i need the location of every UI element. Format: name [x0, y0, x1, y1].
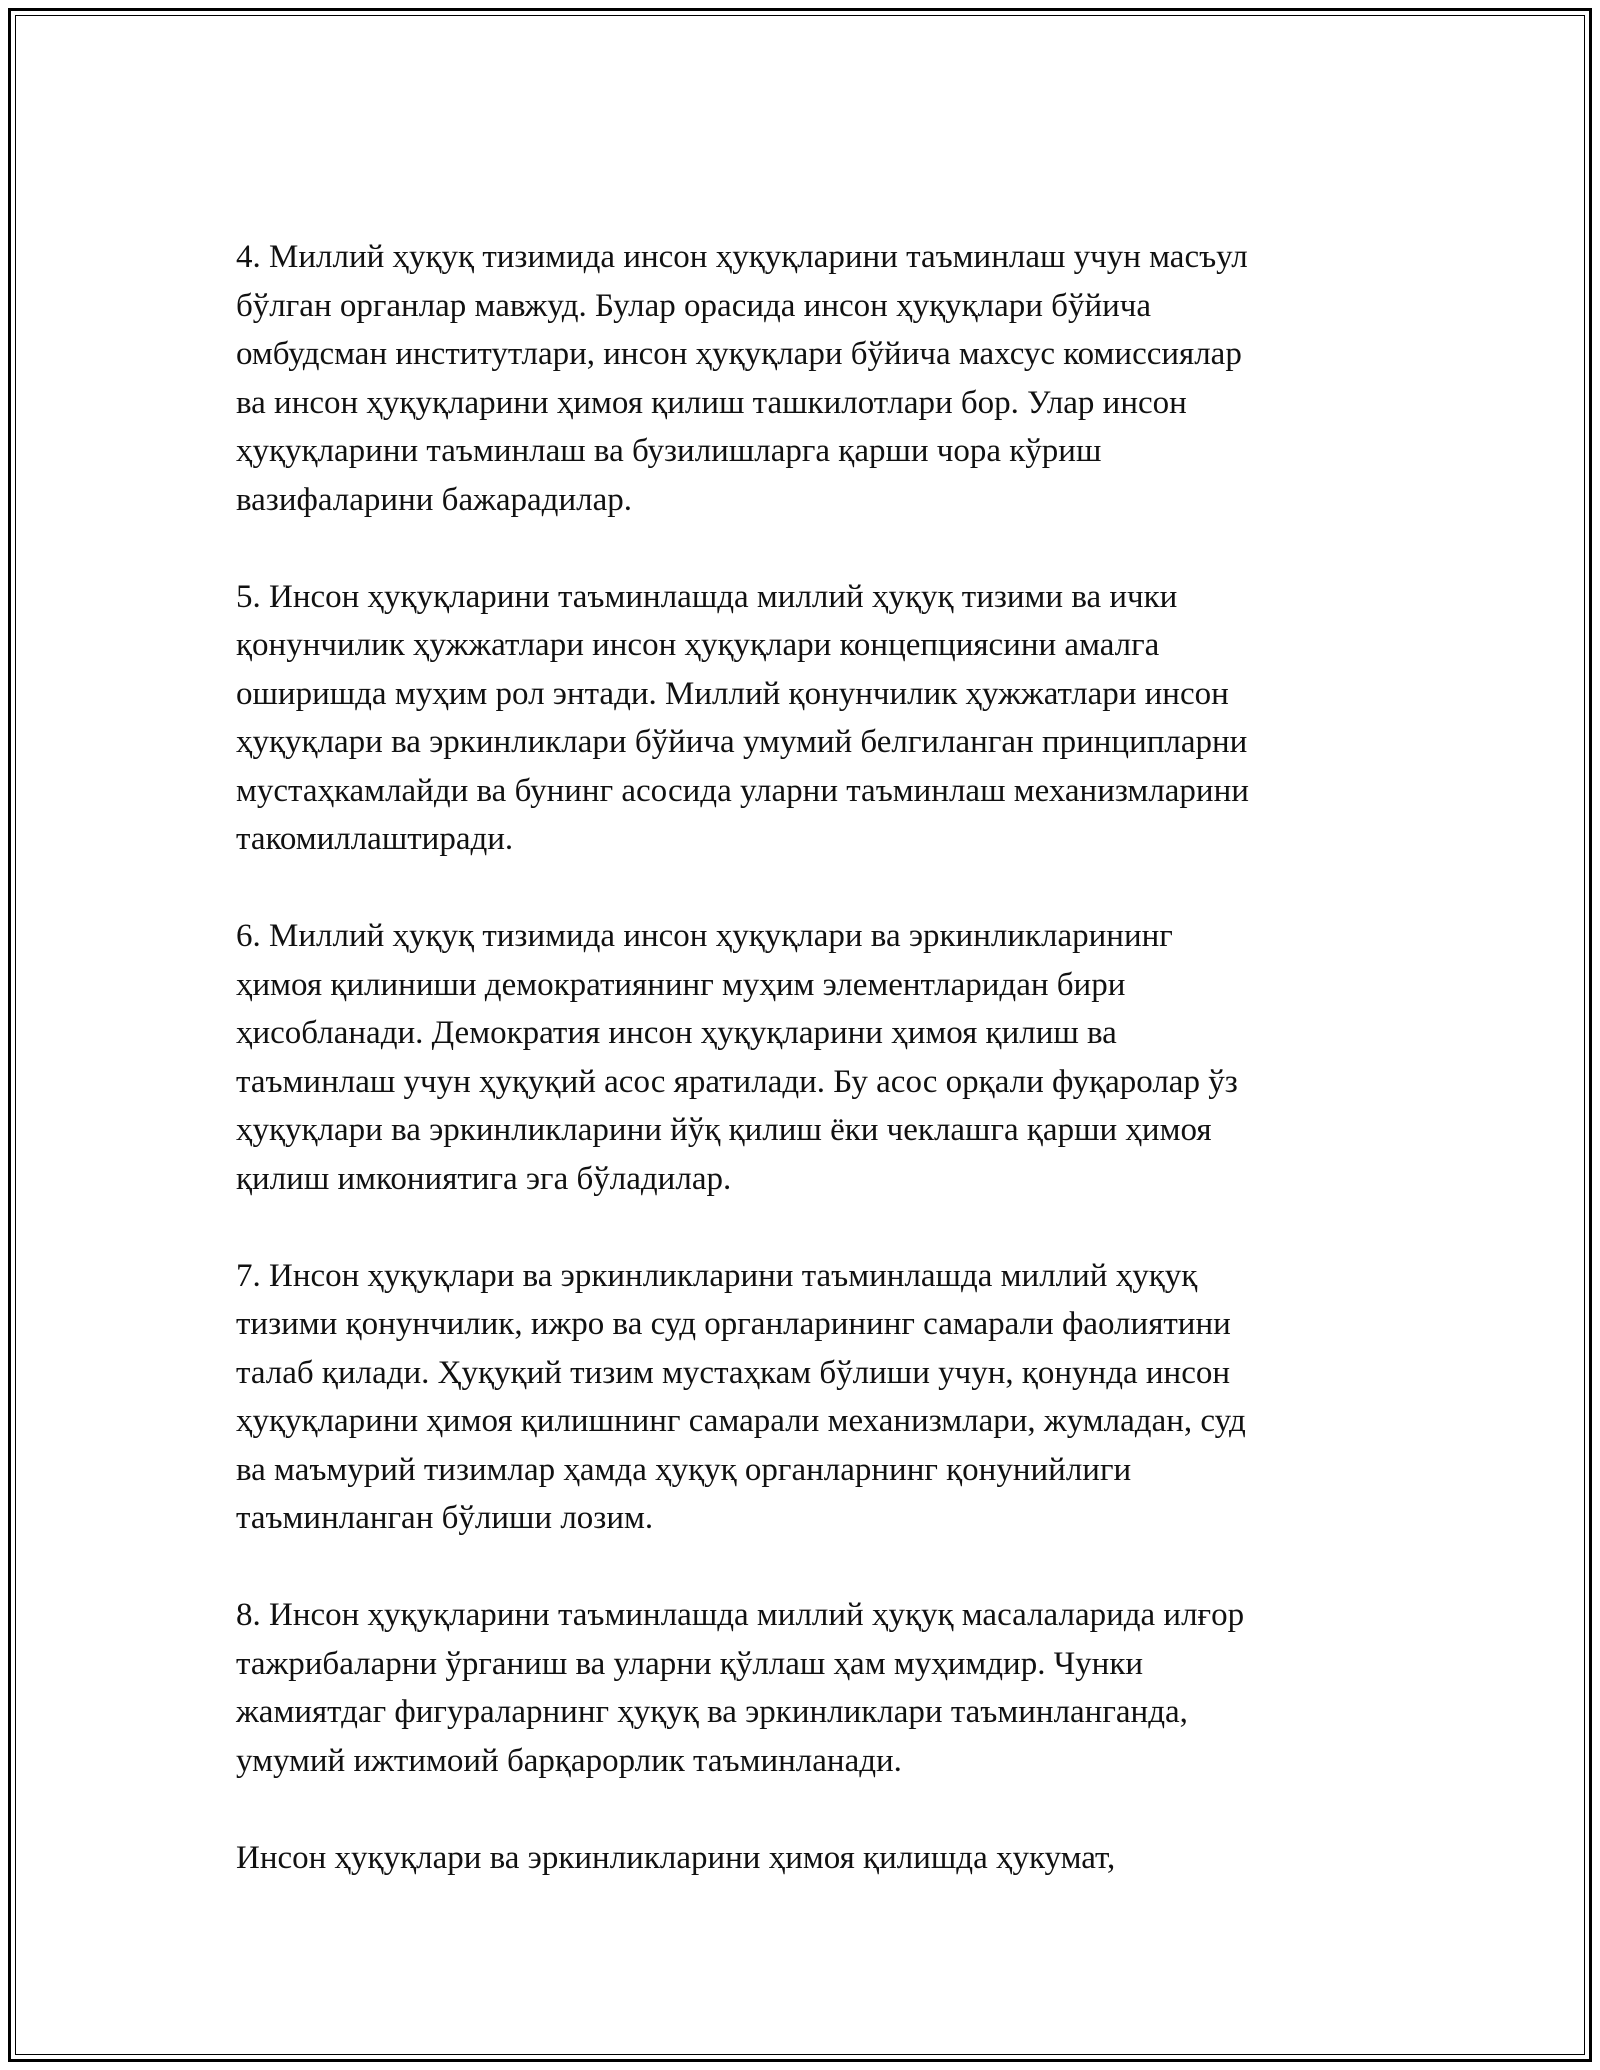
- paragraph-4: 4. Миллий ҳуқуқ тизимида инсон ҳуқуқларини таъминлаш учун масъул бўлган органлар мавжуд. Булар орасида инсон ҳуқуқлари бўйича омбудсман институтлари, инсон ҳуқуқлари бўйича махсус комиссиялар ва инсон ҳуқуқларини ҳимоя қилиш ташкилотлари бор. Улар инсон ҳуқуқларини таъминлаш ва бузилишларга қарши чора кўриш вазифаларини бажарадилар.: [236, 239, 1248, 518]
- document-body: [236, 233, 1386, 1882]
- paragraph-final: Инсон ҳуқуқлари ва эркинликларини ҳимоя қилишда ҳукумат,: [236, 1839, 1116, 1876]
- paragraph-7: 7. Инсон ҳуқуқлари ва эркинликларини таъминлашда миллий ҳуқуқ тизими қонунчилик, ижро ва суд органларининг самарали фаолиятини талаб қилади. Ҳуқуқий тизим мустаҳкам бўлиши учун, қонунда инсон ҳуқуқларини ҳимоя қилишнинг самарали механизмлари, жумладан, суд ва маъмурий тизимлар ҳамда ҳуқуқ органларнинг қонунийлиги таъминланган бўлиши лозим.: [236, 1257, 1246, 1536]
- paragraph-6: 6. Миллий ҳуқуқ тизимида инсон ҳуқуқлари ва эркинликларининг ҳимоя қилиниши демократиянинг муҳим элементларидан бири ҳисобланади. Демократия инсон ҳуқуқларини ҳимоя қилиш ва таъминлаш учун ҳуқуқий асос яратилади. Бу асос орқали фуқаролар ўз ҳуқуқлари ва эркинликларини йўқ қилиш ёки чеклашга қарши ҳимоя қилиш имкониятига эга бўладилар.: [236, 918, 1238, 1197]
- paragraph-8: 8. Инсон ҳуқуқларини таъминлашда миллий ҳуқуқ масалаларида илғор тажрибаларни ўрганиш ва уларни қўллаш ҳам муҳимдир. Чунки жамиятдаг фигураларнинг ҳуқуқ ва эркинликлари таъминланганда, умумий ижтимоий барқарорлик таъминланади.: [236, 1597, 1245, 1779]
- paragraph-5: 5. Инсон ҳуқуқларини таъминлашда миллий ҳуқуқ тизими ва ички қонунчилик ҳужжатлари инсон ҳуқуқлари концепциясини амалга оширишда муҳим рол энтади. Миллий қонунчилик ҳужжатлари инсон ҳуқуқлари ва эркинликлари бўйича умумий белгиланган принципларни мустаҳкамлайди ва бунинг асосида уларни таъминлаш механизмларини такомиллаштиради.: [236, 578, 1249, 857]
